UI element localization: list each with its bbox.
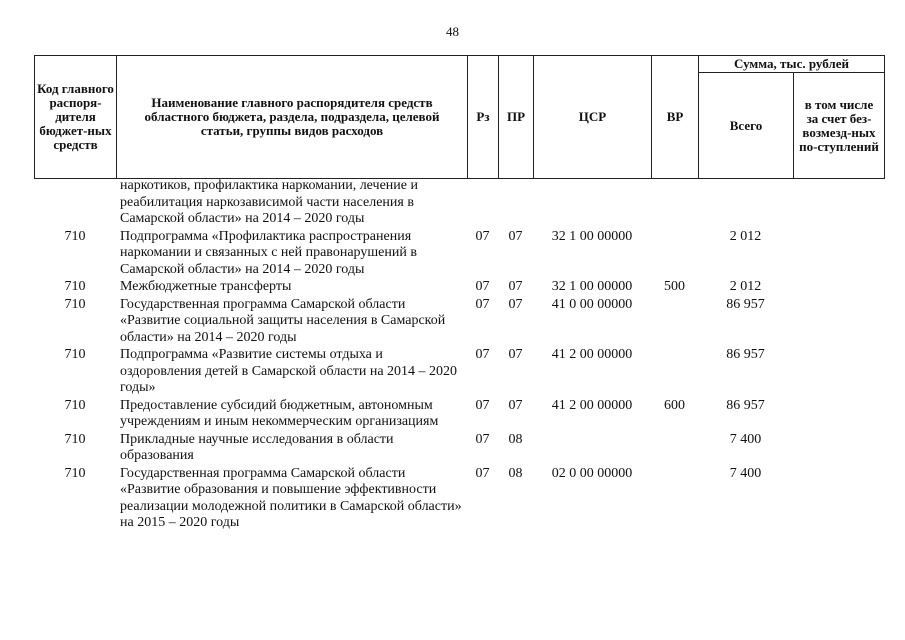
table-row <box>34 297 884 348</box>
cell-code: 710 <box>64 279 86 294</box>
cell-rz: 07 <box>475 431 490 447</box>
cell-csr <box>533 178 651 229</box>
cell-rz: 07 <box>475 397 490 413</box>
cell-vr <box>651 178 698 229</box>
table-row <box>34 178 884 229</box>
table-row <box>34 398 884 432</box>
cell-total: 2 012 <box>729 279 762 294</box>
cell-name: Межбюджетные трансферты <box>120 279 292 294</box>
cell-code: 710 <box>64 465 86 481</box>
cell-name: Государственная программа Самарской области «Развитие социальной защиты населения в Самарской области» на 2014 – 2020 годы <box>120 296 446 345</box>
header-code: Код главного распоря-дителя бюджет-ных средств <box>35 56 117 179</box>
cell-pr: 07 <box>508 279 523 294</box>
cell-rz: 07 <box>475 465 490 481</box>
cell-total: 2 012 <box>729 228 762 244</box>
cell-pr: 08 <box>508 465 523 481</box>
cell-vr <box>651 466 698 533</box>
cell-total: 7 400 <box>729 465 762 481</box>
cell-csr: 32 1 00 00000 <box>551 228 633 244</box>
table-row <box>34 466 884 533</box>
cell-rz: 07 <box>475 347 490 362</box>
cell-csr: 41 0 00 00000 <box>551 296 633 312</box>
cell-csr: 32 1 00 00000 <box>551 279 633 294</box>
table-row <box>34 279 884 297</box>
cell-code <box>34 178 116 229</box>
cell-grants <box>793 178 884 229</box>
header-total: Всего <box>699 73 794 179</box>
table-row <box>34 229 884 280</box>
cell-pr <box>498 178 533 229</box>
header-sum: Сумма, тыс. рублей <box>699 56 885 73</box>
cell-grants <box>793 466 884 533</box>
cell-total: 7 400 <box>729 431 762 447</box>
cell-grants <box>793 398 884 432</box>
cell-csr: 41 2 00 00000 <box>551 397 633 413</box>
cell-pr: 07 <box>508 296 523 312</box>
cell-name: Прикладные научные исследования в области образования <box>120 431 394 463</box>
cell-rz: 07 <box>475 279 490 294</box>
header-name: Наименование главного распорядителя средств областного бюджета, раздела, подраздела, целевой статьи, группы видов расходов <box>117 56 468 179</box>
cell-total <box>698 178 793 229</box>
page-number: 48 <box>446 24 459 39</box>
cell-vr <box>651 432 698 466</box>
cell-name: Государственная программа Самарской области «Развитие образования и повышение эффективности реализации молодежной политики в Самарской области» на 2015 – 2020 годы <box>120 465 462 530</box>
budget-table-body <box>34 178 884 533</box>
cell-rz: 07 <box>475 296 490 312</box>
cell-pr: 07 <box>508 228 523 244</box>
cell-vr <box>651 229 698 280</box>
cell-name: наркотиков, профилактика наркомании, лечение и реабилитация наркозависимой части населения в Самарской области» на 2014 – 2020 годы <box>120 178 418 226</box>
cell-rz: 07 <box>475 228 490 244</box>
cell-grants <box>793 279 884 297</box>
cell-name: Подпрограмма «Профилактика распространения наркомании и связанных с ней правонарушений в Самарской области» на 2014 – 2020 годы <box>120 228 417 277</box>
cell-name: Подпрограмма «Развитие системы отдыха и оздоровления детей в Самарской области на 2014 – 2020 годы» <box>120 347 458 395</box>
cell-csr: 41 2 00 00000 <box>551 347 633 362</box>
cell-csr <box>533 432 651 466</box>
cell-code: 710 <box>64 228 86 244</box>
cell-pr: 08 <box>508 431 523 447</box>
header-rz: Рз <box>468 56 499 179</box>
header-vr: ВР <box>652 56 699 179</box>
cell-code: 710 <box>64 347 86 362</box>
cell-total: 86 957 <box>726 296 765 312</box>
cell-rz <box>467 178 498 229</box>
cell-csr: 02 0 00 00000 <box>551 465 633 481</box>
cell-total: 86 957 <box>726 347 765 362</box>
table-row <box>34 432 884 466</box>
cell-total: 86 957 <box>726 397 765 413</box>
cell-grants <box>793 229 884 280</box>
table-row <box>34 347 884 398</box>
cell-name: Предоставление субсидий бюджетным, автономным учреждениям и иным некоммерческим организациям <box>120 397 439 429</box>
cell-grants <box>793 347 884 398</box>
cell-code: 710 <box>64 431 86 447</box>
header-grants: в том числе за счет без-возмезд-ных по-ступлений <box>794 73 885 179</box>
header-pr: ПР <box>499 56 534 179</box>
cell-grants <box>793 297 884 348</box>
cell-code: 710 <box>64 397 86 413</box>
cell-pr: 07 <box>508 397 523 413</box>
cell-vr: 500 <box>664 279 685 294</box>
table-header <box>34 55 885 179</box>
cell-code: 710 <box>64 296 86 312</box>
cell-vr <box>651 297 698 348</box>
cell-vr: 600 <box>664 397 685 413</box>
header-csr: ЦСР <box>534 56 652 179</box>
cell-pr: 07 <box>508 347 523 362</box>
cell-vr <box>651 347 698 398</box>
cell-grants <box>793 432 884 466</box>
